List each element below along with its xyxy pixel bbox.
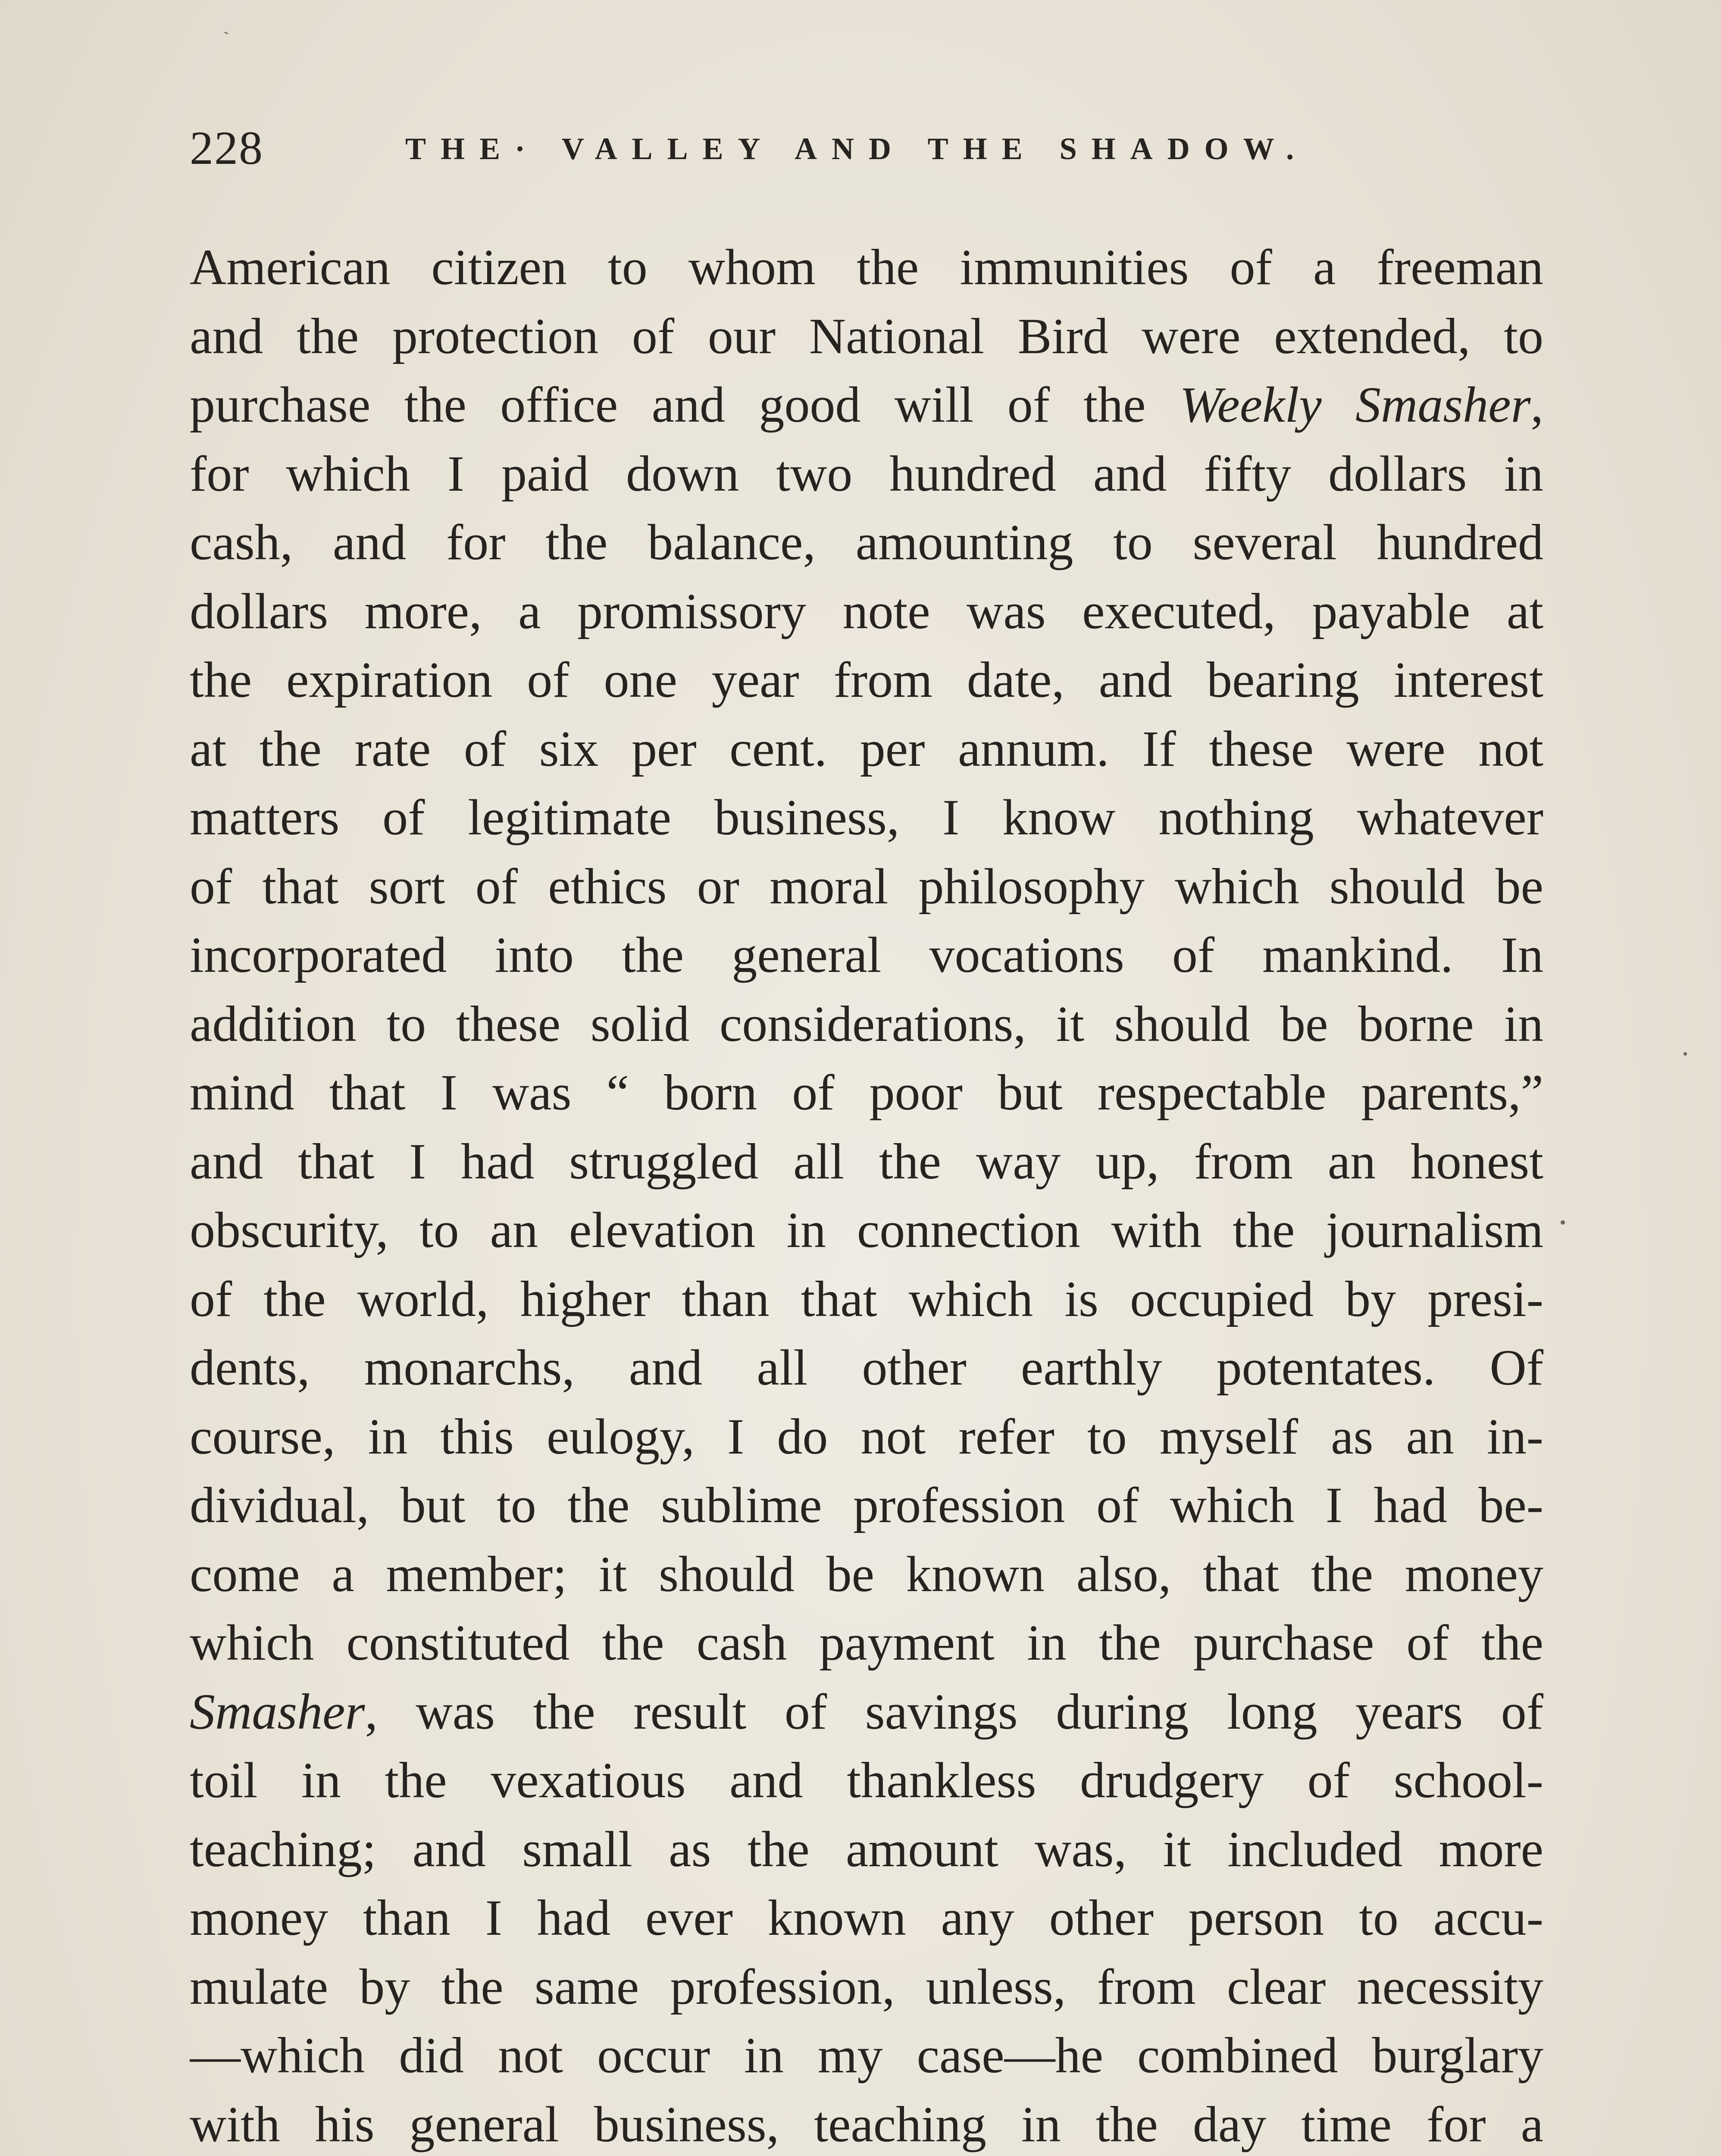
text-run: teaching; and small as the amount was, it included more [190,1821,1543,1877]
text-run: of that sort of ethics or moral philosophy which should be [190,858,1543,915]
text-run: addition to these solid considerations, it should be borne in [190,995,1543,1052]
text-run: incorporated into the general vocations of mankind. In [190,927,1543,983]
text-line [190,233,1543,302]
text-run: —which did not occur in my case—he combined burglary [190,2027,1543,2084]
text-line [190,577,1543,646]
text-line [190,990,1543,1059]
text-line [190,646,1543,714]
italic-text: Smasher [190,1683,365,1740]
text-run: course, in this eulogy, I do not refer to myself as an in- [190,1408,1543,1465]
text-line [190,1608,1543,1677]
text-line [190,1196,1543,1265]
text-run: money than I had ever known any other person to accu- [190,1890,1543,1946]
paper-speck [1683,1052,1687,1056]
text-line [190,1127,1543,1196]
text-line [190,714,1543,783]
text-run: purchase the office and good will of the [190,376,1180,433]
text-run: dents, monarchs, and all other earthly potentates. Of [190,1339,1543,1396]
text-line [190,1333,1543,1402]
running-head [190,108,1548,194]
body-text [190,233,1543,2156]
running-head-title: THE· VALLEY AND THE SHADOW. [405,132,1309,166]
text-line [190,439,1543,508]
text-run: dollars more, a promissory note was executed, payable at [190,583,1543,639]
text-run: obscurity, to an elevation in connection with the journalism [190,1202,1543,1258]
text-line [190,852,1543,921]
text-line [190,1815,1543,1884]
text-run: matters of legitimate business, I know nothing whatever [190,789,1543,846]
paper-speck [224,31,228,34]
text-line [190,921,1543,990]
paper-speck [1561,1220,1565,1225]
text-run: dividual, but to the sublime profession of which I had be- [190,1477,1543,1533]
text-run: toil in the vexatious and thankless drudgery of school- [190,1752,1543,1808]
italic-text: Weekly Smasher [1179,376,1531,433]
text-line [190,783,1543,852]
text-run: , [1530,376,1543,433]
text-line [190,508,1543,577]
text-run: at the rate of six per cent. per annum. If these were not [190,720,1543,777]
text-run: , was the result of savings during long years of [365,1683,1543,1740]
text-line [190,1402,1543,1471]
text-line [190,1265,1543,1334]
text-line [190,1471,1543,1540]
text-run: mind that I was “ born of poor but respectable parents,” [190,1064,1543,1121]
text-line [190,2090,1543,2156]
text-line [190,370,1543,439]
text-run: for which I paid down two hundred and fifty dollars in [190,445,1543,502]
text-line [190,302,1543,371]
page-number: 228 [190,122,263,174]
text-line [190,1883,1543,1952]
text-line [190,1952,1543,2021]
text-run: the expiration of one year from date, and bearing interest [190,652,1543,708]
text-line [190,1540,1543,1609]
text-run: cash, and for the balance, amounting to several hundred [190,514,1543,570]
text-run: American citizen to whom the immunities of a freeman [190,239,1543,295]
text-line [190,2021,1543,2090]
text-line [190,1746,1543,1815]
text-run: and the protection of our National Bird were extended, to [190,307,1543,364]
text-run: mulate by the same profession, unless, from clear necessity [190,1958,1543,2015]
text-line [190,1058,1543,1127]
text-run: with his general business, teaching in the day time for a [190,2096,1543,2153]
text-run: and that I had struggled all the way up, from an honest [190,1133,1543,1190]
text-run: come a member; it should be known also, that the money [190,1545,1543,1602]
text-line [190,1677,1543,1746]
text-run: which constituted the cash payment in the purchase of the [190,1614,1543,1671]
text-run: of the world, higher than that which is occupied by presi- [190,1270,1543,1327]
